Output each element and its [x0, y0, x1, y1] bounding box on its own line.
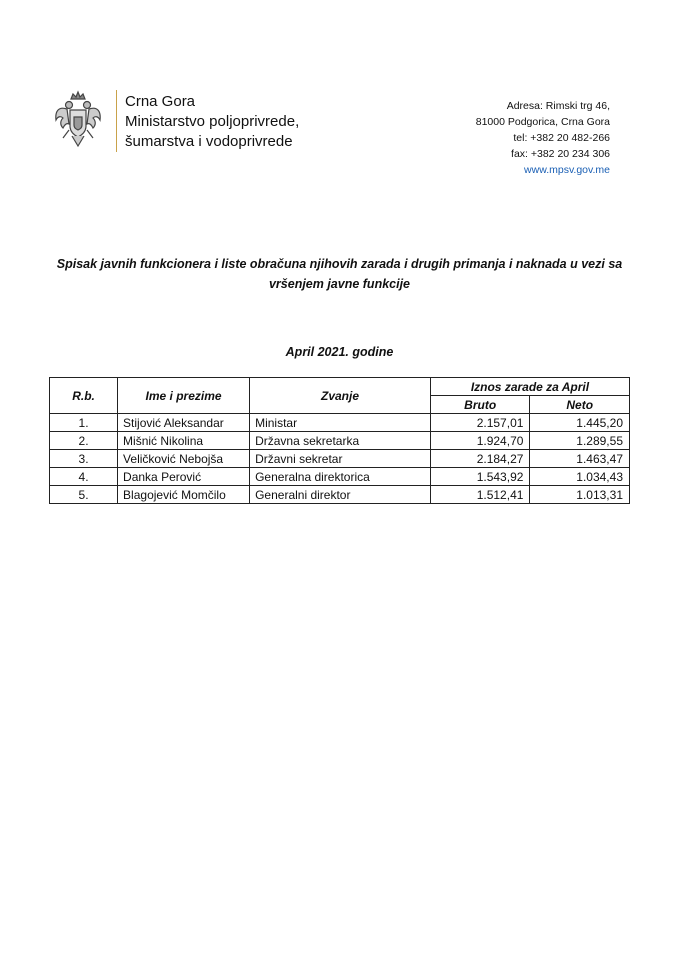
org-line-ministry: Ministarstvo poljoprivrede, — [125, 113, 300, 130]
cell-name: Danka Perović — [118, 468, 250, 486]
table-row — [50, 414, 630, 432]
table-row — [50, 468, 630, 486]
cell-neto: 1.289,55 — [530, 432, 630, 450]
cell-title: Generalna direktorica — [250, 468, 431, 486]
cell-rb: 1. — [50, 414, 118, 432]
cell-bruto: 1.924,70 — [430, 432, 530, 450]
table-row — [50, 486, 630, 504]
contact-city: 81000 Podgorica, Crna Gora — [475, 116, 610, 128]
cell-name: Stijović Aleksandar — [118, 414, 250, 432]
cell-neto: 1.463,47 — [530, 450, 630, 468]
cell-name: Mišnić Nikolina — [118, 432, 250, 450]
website-link[interactable]: www.mpsv.gov.me — [524, 164, 610, 176]
cell-title: Državna sekretarka — [250, 432, 431, 450]
cell-bruto: 1.512,41 — [430, 486, 530, 504]
organization-name — [125, 92, 299, 152]
col-header-neto: Neto — [530, 396, 630, 414]
col-header-salary: Iznos zarade za April — [430, 378, 629, 396]
cell-title: Generalni direktor — [250, 486, 431, 504]
cell-rb: 2. — [50, 432, 118, 450]
letterhead — [52, 84, 622, 174]
cell-bruto: 2.184,27 — [430, 450, 530, 468]
org-line-country: Crna Gora — [125, 93, 196, 110]
org-line-ministry-cont: šumarstva i vodoprivrede — [125, 133, 293, 150]
cell-title: Ministar — [250, 414, 431, 432]
table-row — [50, 432, 630, 450]
document-period: April 2021. godine — [285, 345, 394, 359]
table-row — [50, 450, 630, 468]
cell-rb: 4. — [50, 468, 118, 486]
contact-info — [476, 98, 610, 178]
document-title: Spisak javnih funkcionera i liste obračuna njihovih zarada i drugih primanja i naknada u vezi sa vršenjem javne funkcije — [56, 257, 623, 291]
cell-bruto: 2.157,01 — [430, 414, 530, 432]
cell-rb: 3. — [50, 450, 118, 468]
cell-name: Blagojević Momčilo — [118, 486, 250, 504]
col-header-title: Zvanje — [250, 378, 431, 414]
col-header-bruto: Bruto — [430, 396, 530, 414]
table-header-row — [50, 378, 630, 396]
cell-title: Državni sekretar — [250, 450, 431, 468]
col-header-rb: R.b. — [50, 378, 118, 414]
salary-table — [49, 377, 630, 504]
contact-phone: tel: +382 20 482-266 — [513, 132, 610, 144]
cell-bruto: 1.543,92 — [430, 468, 530, 486]
col-header-name: Ime i prezime — [118, 378, 250, 414]
cell-neto: 1.013,31 — [530, 486, 630, 504]
header-divider — [116, 90, 117, 152]
contact-address: Adresa: Rimski trg 46, — [506, 100, 610, 112]
cell-neto: 1.445,20 — [530, 414, 630, 432]
cell-neto: 1.034,43 — [530, 468, 630, 486]
cell-rb: 5. — [50, 486, 118, 504]
contact-fax: fax: +382 20 234 306 — [511, 148, 610, 160]
coat-of-arms-icon — [52, 90, 104, 150]
cell-name: Veličković Nebojša — [118, 450, 250, 468]
